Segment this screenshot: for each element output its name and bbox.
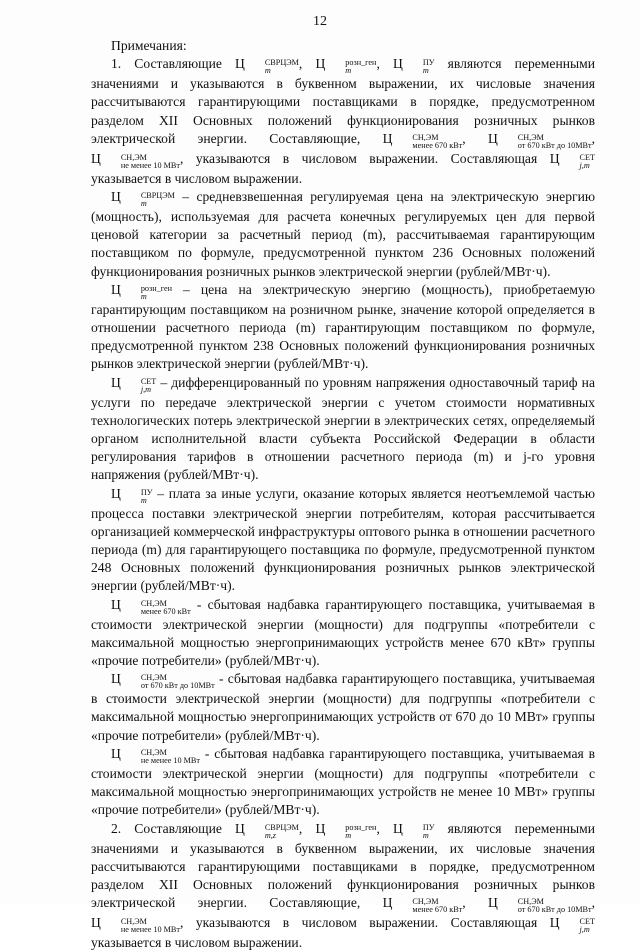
symbol-svrcem: Ц СВРЦЭМ m [235, 56, 299, 71]
note-2-end: указывается в числовом выражении. [91, 935, 302, 950]
note-2-text: являются переменными значениями и указываются в буквенном выражении, их числовые значения рассчитываются гарантирующими поставщиками в порядке, предусмотренном разделом XII Основных положений функционирования розничных рынков электрической энергии. Составляющие, [91, 821, 595, 911]
symbol-pu: Ц ПУ m [393, 56, 435, 71]
symbol-sn-670-10: Ц СН,ЭМ от 670 кВт до 10МВт [488, 131, 592, 146]
page-number: 12 [0, 14, 640, 30]
definition-set: Ц СЕТ j,m – дифференцированный по уровням напряжения одноставочный тариф на услуги по передаче электрической энергии с учетом стоимости нормативных технологических потерь электрической энергии в электрических сетях, определяемый органом исполнительной власти субъекта Российской Федерации в области регулирования тарифов в отношении расчетного периода (m) и j-го уровня напряжения (рублей/МВт·ч). [91, 374, 595, 485]
note-2-intro: 2. Составляющие [111, 821, 222, 836]
definition-sn-10: Ц СН,ЭМ не менее 10 МВт - сбытовая надбавка гарантирующего поставщика, учитываемая в стоимости электрической энергии (мощности) для подгруппы «потребители с максимальной мощностью энергопринимающих устройств не менее 10 МВт» группы «прочие потребители» (рублей/МВт·ч). [91, 745, 595, 820]
note-1-end: указывается в числовом выражении. [91, 171, 302, 186]
note-1-numeric: указываются в числовом выражении. Составляющая [196, 151, 537, 166]
notes-body [91, 37, 595, 952]
definition-pu: Ц ПУ m – плата за иные услуги, оказание которых является неотъемлемой частью процесса поставки электрической энергии потребителям, которая рассчитывается организацией коммерческой инфраструктуры оптового рынка в отношении расчетного периода (m) для гарантирующего поставщика по формуле, предусмотренной пунктом 248 Основных положений функционирования розничных рынков электрической энергии (рублей/МВт·ч). [91, 485, 595, 596]
symbol-rozn-gen: Ц розн_ген m [315, 56, 376, 71]
definition-rozn-gen: Ц розн_ген m – цена на электрическую энергию (мощность), приобретаемую гарантирующим поставщиком на розничном рынке, значение которой определяется в отношении расчетного периода (m) гарантирующим поставщиком по формуле, предусмотренной пунктом 238 Основных положений функционирования розничных рынков электрической энергии (рублей/МВт·ч). [91, 281, 595, 374]
symbol-set: Ц СЕТ j,m [550, 151, 595, 166]
note-1-paragraph: 1. Составляющие Ц СВРЦЭМ m , Ц розн_ген m , Ц ПУ m являются переменными значениями и указываются в буквенном выражении, их числовые значения рассчитываются гарантирующими поставщиками в порядке, предусмотренном разделом XII Основных положений функционирования розничных рынков электрической энергии. Составляющие, Ц СН,ЭМ менее 670 кВт , Ц СН,ЭМ от 670 кВт до 10МВт , Ц СН,ЭМ не менее 10 МВт , указываются в числовом выражении. Составляющая Ц СЕТ j,m указывается в числовом выражении. [91, 55, 595, 188]
definition-svrcem: Ц СВРЦЭМ m – средневзвешенная регулируемая цена на электрическую энергию (мощность), используемая для расчета конечных регулируемых цен для первой ценовой категории за расчетный период (m), рассчитываемая гарантирующим поставщиком по формуле, предусмотренной пунктом 236 Основных положений функционирования розничных рынков электрической энергии (рублей/МВт·ч). [91, 188, 595, 281]
note-1-text: являются переменными значениями и указываются в буквенном выражении, их числовые значения рассчитываются гарантирующими поставщиками в порядке, предусмотренном разделом XII Основных положений функционирования розничных рынков электрической энергии. Составляющие, [91, 56, 595, 146]
symbol-sn-10: Ц СН,ЭМ не менее 10 МВт [91, 151, 180, 166]
note-2-numeric: указываются в числовом выражении. Составляющая [196, 915, 537, 930]
note-1-intro: 1. Составляющие [111, 56, 222, 71]
definition-sn-670: Ц СН,ЭМ менее 670 кВт - сбытовая надбавка гарантирующего поставщика, учитываемая в стоимости электрической энергии (мощности) для подгруппы «потребители с максимальной мощностью энергопринимающих устройств менее 670 кВт» группы «прочие потребители» (рублей/МВт·ч). [91, 596, 595, 671]
notes-heading: Примечания: [91, 37, 595, 55]
definition-sn-670-10: Ц СН,ЭМ от 670 кВт до 10МВт - сбытовая надбавка гарантирующего поставщика, учитываемая в стоимости электрической энергии (мощности) для подгруппы «потребители с максимальной мощностью энергопринимающих устройств от 670 до 10 МВт» группы «прочие потребители» (рублей/МВт·ч). [91, 670, 595, 745]
note-2-paragraph: 2. Составляющие Ц СВРЦЭМ m,z , Ц розн_ген m , Ц ПУ m являются переменными значениями и указываются в буквенном выражении, их числовые значения рассчитываются гарантирующими поставщиками в порядке, предусмотренном разделом XII Основных положений функционирования розничных рынков электрической энергии. Составляющие, Ц СН,ЭМ менее 670 кВт , Ц СН,ЭМ от 670 кВт до 10МВт , Ц СН,ЭМ не менее 10 МВт , указываются в числовом выражении. Составляющая Ц СЕТ j,m указывается в числовом выражении. [91, 820, 595, 952]
symbol-sn-670: Ц СН,ЭМ менее 670 кВт [383, 131, 463, 146]
